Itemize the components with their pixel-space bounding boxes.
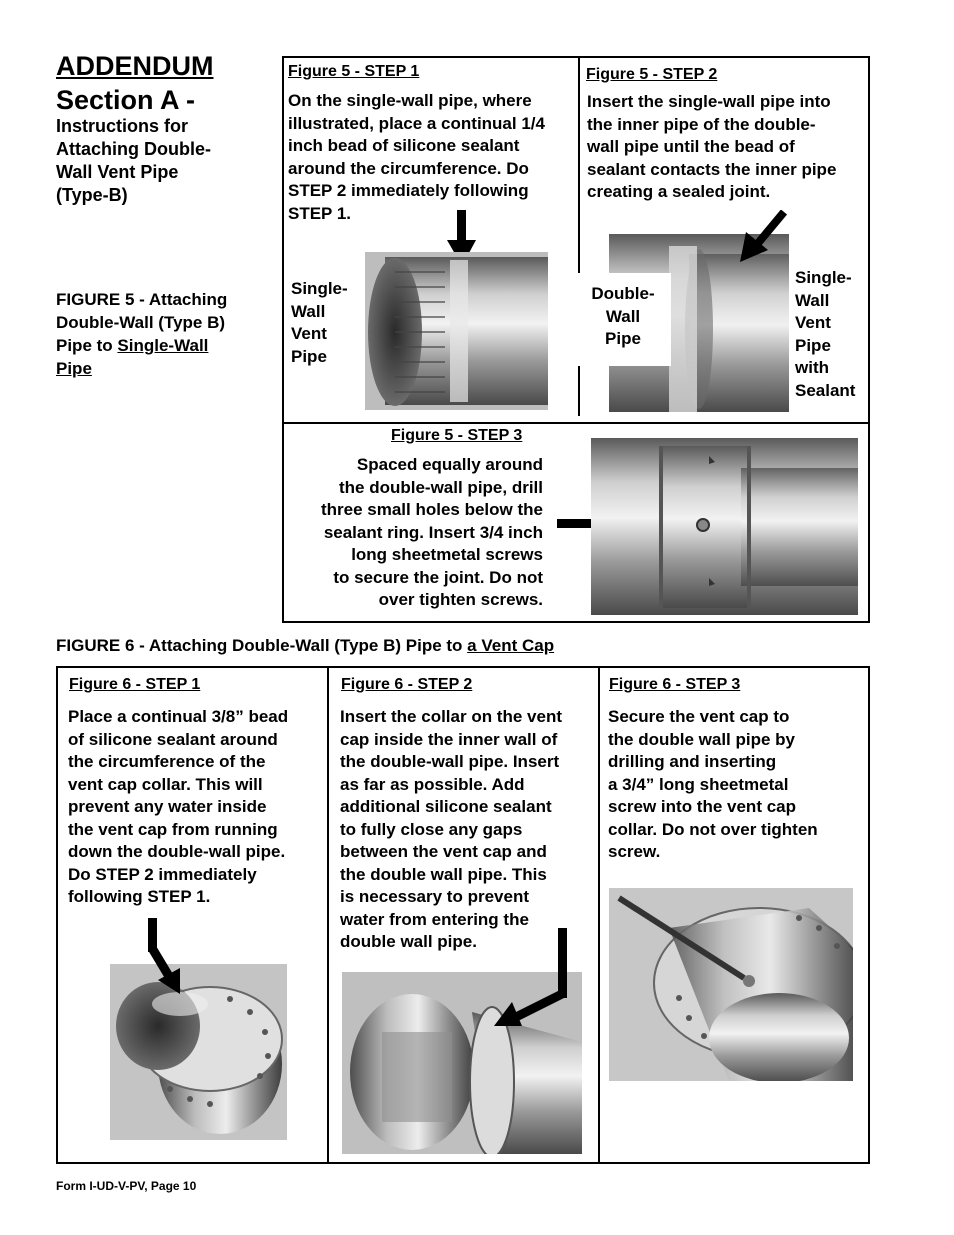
fig6-step3-text: [608, 706, 866, 864]
text-line: sealant ring. Insert 3/4 inch: [323, 522, 543, 542]
caption-link-single-wall: Single-Wall: [117, 336, 209, 355]
text-line: collar. Do not over tighten: [608, 819, 818, 839]
figure6-divider-2: [598, 667, 600, 1163]
label-line: Pipe: [291, 346, 327, 366]
text-line: the circumference of the: [68, 752, 266, 771]
text-line: inch bead of silicone sealant: [288, 136, 520, 155]
label-line: Pipe: [605, 329, 641, 348]
text-line: wall pipe until the bead of: [587, 137, 795, 156]
subtitle-line: Attaching Double-: [56, 139, 211, 159]
arrow-diagonal-icon: [738, 210, 790, 264]
text-line: a 3/4” long sheetmetal: [608, 774, 789, 794]
fig5-step1-heading: Figure 5 - STEP 1: [288, 63, 420, 80]
figure5-caption: [56, 288, 227, 380]
text-line: Place a continual 3/8” bead: [68, 707, 289, 726]
text-line: the double wall pipe by: [608, 729, 796, 749]
text-line: illustrated, place a continual 1/4: [288, 113, 545, 133]
label-line: Wall: [795, 290, 830, 310]
caption-line: Double-Wall (Type B): [56, 313, 226, 332]
text-line: the double wall pipe. This: [340, 864, 547, 884]
text-line: over tighten screws.: [378, 590, 543, 609]
label-line: with: [795, 358, 829, 377]
text-line: following STEP 1.: [68, 887, 211, 906]
caption-link-pipe: Pipe: [56, 359, 92, 378]
text-line: the vent cap from running: [68, 819, 278, 839]
photo-screwed-joint: [591, 438, 858, 615]
text-line: the double-wall pipe, drill: [338, 477, 543, 497]
text-line: as far as possible. Add: [340, 774, 525, 794]
caption-link-vent-cap: a Vent Cap: [467, 636, 555, 655]
fig6-step1-heading: Figure 6 - STEP 1: [69, 676, 201, 693]
fig5-step2-label-right: [795, 267, 855, 402]
text-line: drilling and inserting: [608, 752, 777, 771]
text-line: sealant contacts the inner pipe: [587, 159, 837, 179]
arrow-diagonal-icon: [140, 918, 184, 996]
fig6-step2-heading: Figure 6 - STEP 2: [341, 676, 473, 693]
fig5-step1-text: [288, 90, 576, 225]
subtitle-line: (Type-B): [56, 185, 128, 205]
photo-vent-cap-sealant: [110, 964, 287, 1140]
caption-text: Pipe to: [56, 336, 118, 355]
label-line: Vent: [291, 324, 327, 343]
text-line: three small holes below the: [320, 500, 543, 519]
text-line: screw into the vent cap: [608, 797, 796, 816]
text-line: STEP 2 immediately following: [288, 181, 529, 200]
fig6-step2-text: [340, 706, 596, 954]
text-line: long sheetmetal screws: [351, 545, 543, 564]
label-line: Single-: [795, 268, 852, 287]
subtitle-line: Instructions for: [56, 116, 189, 136]
caption-line: [56, 334, 227, 357]
figure5-row-divider: [283, 422, 869, 424]
text-line: On the single-wall pipe, where: [288, 91, 532, 110]
caption-text: FIGURE 6 - Attaching Double-Wall (Type B) Pipe to: [56, 636, 468, 655]
figure6-divider-1: [327, 667, 329, 1163]
text-line: the inner pipe of the double-: [587, 114, 816, 134]
label-line: Vent: [795, 313, 831, 332]
text-line: screw.: [608, 842, 661, 861]
text-line: Insert the collar on the vent: [340, 707, 562, 726]
label-line: Single-: [291, 279, 348, 298]
text-line: vent cap collar. This will: [68, 774, 263, 794]
text-line: is necessary to prevent: [340, 887, 529, 906]
photo-single-wall-pipe: [365, 252, 548, 410]
text-line: down the double-wall pipe.: [68, 842, 286, 861]
fig5-step2-text: [587, 91, 867, 204]
fig6-step1-text: [68, 706, 324, 909]
label-line: Wall: [605, 306, 641, 326]
text-line: prevent any water inside: [68, 797, 267, 816]
label-line: Wall: [291, 301, 326, 321]
photo-vent-cap-screw: [609, 888, 853, 1081]
label-line: Sealant: [795, 380, 856, 400]
label-line: Double-: [591, 284, 655, 303]
text-line: water from entering the: [340, 909, 529, 929]
subtitle-line: Wall Vent Pipe: [56, 162, 179, 182]
text-line: the double-wall pipe. Insert: [340, 752, 560, 771]
section-title: Section A -: [56, 85, 196, 115]
caption-line: FIGURE 5 - Attaching: [56, 290, 228, 309]
text-line: cap inside the inner wall of: [340, 729, 558, 749]
text-line: to secure the joint. Do not: [333, 567, 543, 587]
fig5-step3-text: [285, 454, 543, 612]
text-line: double wall pipe.: [340, 932, 477, 951]
fig5-step1-label: [291, 278, 348, 368]
text-line: STEP 1.: [288, 203, 351, 223]
label-line: Pipe: [795, 335, 831, 355]
text-line: of silicone sealant around: [68, 729, 278, 749]
text-line: Insert the single-wall pipe into: [587, 92, 831, 111]
text-line: Secure the vent cap to: [608, 707, 790, 726]
section-subtitle: [56, 115, 211, 207]
page-footer: Form I-UD-V-PV, Page 10: [56, 1179, 197, 1193]
text-line: to fully close any gaps: [340, 819, 523, 839]
fig6-step3-heading: Figure 6 - STEP 3: [609, 676, 741, 693]
text-line: between the vent cap and: [340, 842, 547, 861]
text-line: Do STEP 2 immediately: [68, 864, 257, 884]
fig5-step2-label-left: [576, 283, 670, 351]
fig5-step2-heading: Figure 5 - STEP 2: [586, 66, 718, 83]
text-line: Spaced equally around: [356, 455, 543, 474]
figure6-caption: [56, 635, 554, 657]
text-line: additional silicone sealant: [340, 797, 552, 816]
text-line: creating a sealed joint.: [587, 182, 771, 201]
fig5-step3-heading: Figure 5 - STEP 3: [391, 427, 523, 444]
page-title: ADDENDUM: [56, 51, 214, 81]
text-line: around the circumference. Do: [288, 158, 529, 178]
arrow-diagonal-icon: [490, 928, 570, 1028]
